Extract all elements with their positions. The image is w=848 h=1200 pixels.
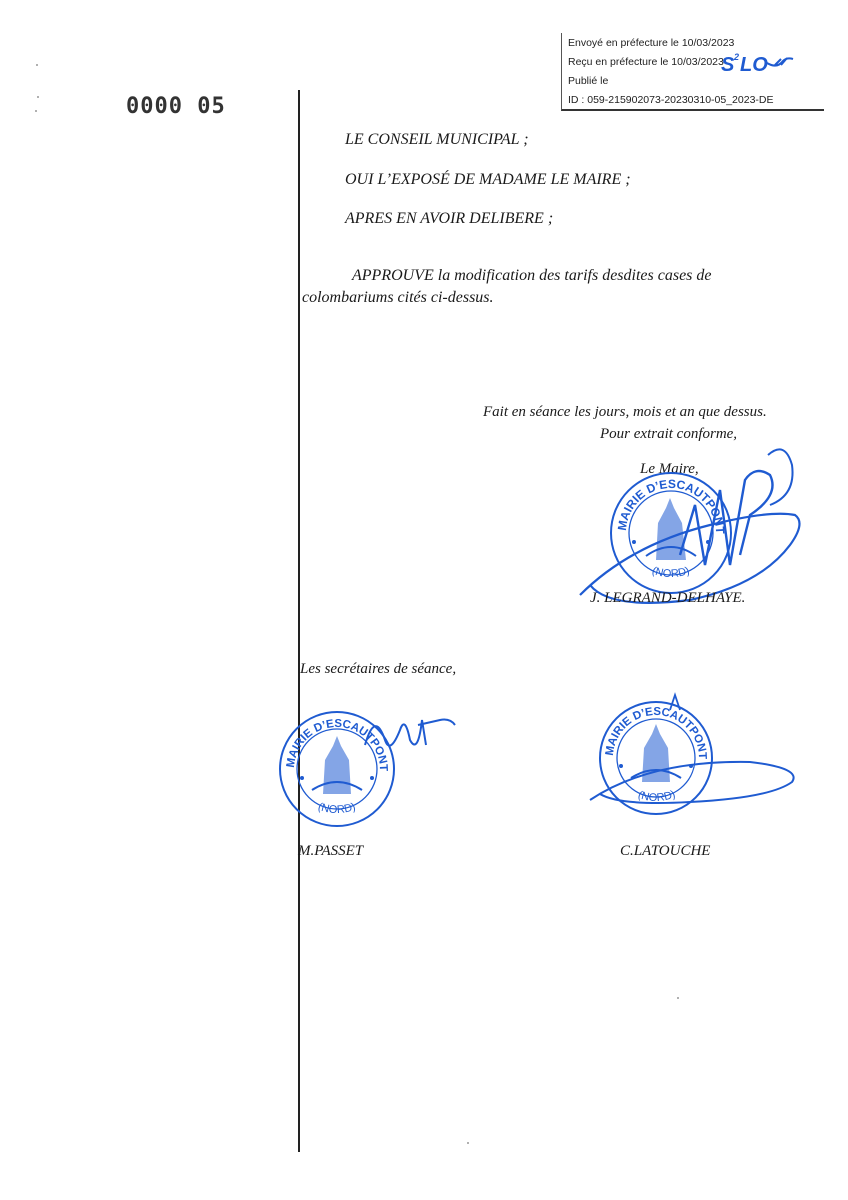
right-seal-top-text: MAIRIE D’ESCAUTPONT	[603, 705, 709, 760]
stamp-published: Publié le	[568, 75, 609, 87]
approuve-paragraph	[302, 265, 742, 309]
mayor-name: J. LEGRAND-DELHAYE.	[590, 590, 746, 606]
mayor-seal-bottom-text: (NORD)	[650, 564, 692, 581]
right-secretary-name: C.LATOUCHE	[620, 843, 711, 859]
left-secretary-name: M.PASSET	[298, 843, 364, 859]
margin-line	[298, 90, 300, 1152]
le-maire-label: Le Maire,	[640, 461, 699, 477]
mayor-seal-top-text: MAIRIE D’ESCAUTPONT	[614, 476, 728, 535]
apres-line: APRES EN AVOIR DELIBERE ;	[345, 210, 554, 227]
mayor-signature	[570, 435, 810, 610]
fait-en-seance: Fait en séance les jours, mois et an que dessus.	[483, 404, 767, 420]
approuve-rest: la modification des tarifs desdites cases de colombariums cités ci-dessus.	[302, 267, 712, 306]
secretaires-heading: Les secrétaires de séance,	[300, 661, 457, 677]
prefecture-stamp	[561, 33, 824, 111]
left-seal-top-text: MAIRIE D’ESCAUTPONT	[284, 717, 390, 772]
right-seal-bottom-text: (NORD)	[636, 788, 678, 805]
scan-speck	[36, 64, 38, 66]
page-number: 0000 05	[126, 94, 226, 119]
left-seal-bottom-text: (NORD)	[316, 800, 358, 817]
svg-text:2: 2	[734, 52, 740, 62]
right-secretary-signature	[580, 690, 805, 820]
svg-text:S: S	[721, 54, 735, 76]
left-secretary-signature	[360, 700, 460, 760]
s2lo-logo	[719, 49, 795, 77]
pour-extrait-conforme: Pour extrait conforme,	[600, 426, 738, 442]
svg-text:LO: LO	[740, 54, 768, 76]
scan-speck	[677, 997, 679, 999]
conseil-line: LE CONSEIL MUNICIPAL ;	[345, 131, 529, 148]
svg-text:(NORD)	[316, 801, 357, 816]
approuve-verb: APPROUVE	[352, 267, 434, 284]
stamp-sent-date: Envoyé en préfecture le 10/03/2023	[568, 37, 735, 49]
scan-speck	[37, 96, 39, 98]
scan-speck	[35, 110, 37, 112]
stamp-id: ID : 059-215902073-20230310-05_2023-DE	[568, 94, 774, 106]
oui-line: OUI L’EXPOSÉ DE MADAME LE MAIRE ;	[345, 171, 631, 188]
stamp-received-date: Reçu en préfecture le 10/03/2023	[568, 56, 724, 68]
scan-speck	[467, 1142, 469, 1144]
